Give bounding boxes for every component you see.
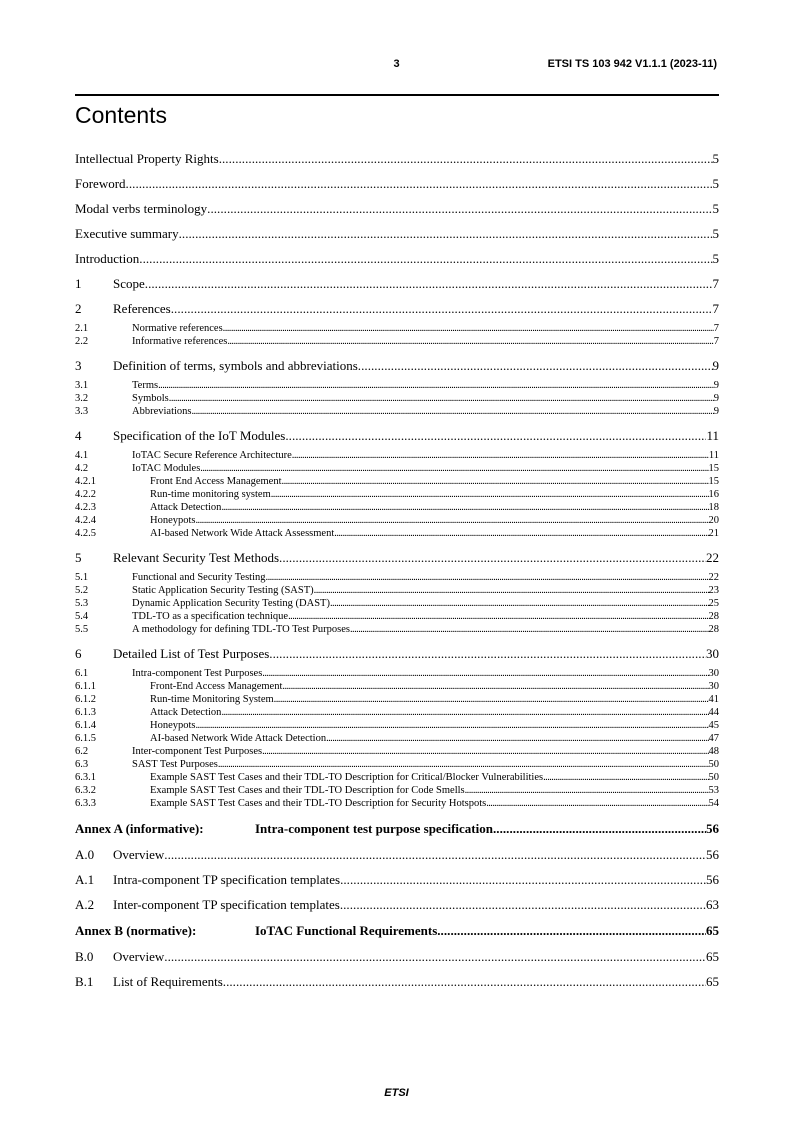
toc-leader-dots — [200, 463, 708, 474]
toc-leader-dots — [223, 323, 714, 334]
toc-entry-number: 6.1.2 — [75, 694, 96, 705]
toc-leader-dots — [223, 974, 706, 990]
toc-entry[interactable] — [75, 334, 719, 347]
toc-leader-dots — [269, 646, 706, 662]
toc-entry-page: 18 — [708, 502, 719, 513]
toc-entry[interactable] — [75, 171, 719, 196]
toc-entry-number: Annex B (normative): — [75, 922, 197, 938]
toc-leader-dots — [227, 336, 713, 347]
toc-leader-dots — [292, 450, 709, 461]
toc-entry[interactable] — [75, 641, 719, 666]
toc-entry[interactable] — [75, 378, 719, 391]
toc-entry[interactable] — [75, 744, 719, 757]
toc-entry-number: 4.2.5 — [75, 528, 96, 539]
toc-leader-dots — [274, 694, 709, 705]
toc-entry-title: Intra-component test purpose specification — [255, 820, 493, 836]
toc-entry-number: 6 — [75, 645, 82, 661]
toc-entry-number: 6.2 — [75, 746, 89, 757]
toc-entry-number: 6.3 — [75, 759, 89, 770]
toc-entry[interactable] — [75, 448, 719, 461]
toc-entry-page: 9 — [713, 380, 719, 391]
toc-leader-dots — [282, 476, 709, 487]
toc-entry-number: 5.1 — [75, 572, 89, 583]
toc-entry-page: 63 — [706, 896, 719, 912]
toc-leader-dots — [358, 358, 713, 374]
toc-entry-page: 54 — [708, 798, 719, 809]
toc-entry-number: 3.3 — [75, 406, 89, 417]
toc-entry[interactable] — [75, 892, 719, 917]
toc-entry-title: Overview — [113, 846, 165, 862]
toc-entry-number: 5.5 — [75, 624, 89, 635]
toc-entry-number: 6.3.3 — [75, 798, 96, 809]
toc-entry-number: 5.3 — [75, 598, 89, 609]
toc-entry-page: 28 — [708, 611, 719, 622]
toc-leader-dots — [493, 821, 706, 837]
toc-entry-page: 45 — [708, 720, 719, 731]
toc-entry-page: 5 — [712, 225, 719, 241]
toc-entry-title: Inter-component Test Purposes — [132, 746, 263, 757]
toc-leader-dots — [179, 226, 713, 242]
toc-entry[interactable] — [75, 666, 719, 679]
toc-entry-page: 41 — [708, 694, 719, 705]
toc-entry-title: Informative references — [132, 336, 228, 347]
toc-entry-number: A.1 — [75, 871, 95, 887]
toc-entry-title: References — [113, 300, 171, 316]
toc-entry-page: 53 — [708, 785, 719, 796]
toc-leader-dots — [196, 515, 709, 526]
toc-entry-number: 5.4 — [75, 611, 89, 622]
toc-entry-number: B.1 — [75, 973, 94, 989]
toc-entry-title: Front-End Access Management — [150, 681, 283, 692]
toc-entry[interactable] — [75, 679, 719, 692]
toc-leader-dots — [221, 707, 708, 718]
toc-entry-page: 56 — [706, 846, 719, 862]
toc-entry-title: Example SAST Test Cases and their TDL-TO Description for Security Hotspots — [150, 798, 487, 809]
toc-entry-number: 6.3.2 — [75, 785, 96, 796]
toc-leader-dots — [350, 624, 709, 635]
toc-entry-title: Foreword — [75, 175, 126, 191]
toc-entry-title: Intellectual Property Rights — [75, 150, 219, 166]
toc-leader-dots — [221, 502, 708, 513]
toc-entry-page: 16 — [708, 489, 719, 500]
toc-entry[interactable] — [75, 296, 719, 321]
toc-entry[interactable] — [75, 513, 719, 526]
toc-entry[interactable] — [75, 487, 719, 500]
toc-leader-dots — [271, 489, 709, 500]
toc-leader-dots — [285, 428, 706, 444]
toc-entry-title: Attack Detection — [150, 707, 222, 718]
toc-entry-title: IoTAC Modules — [132, 463, 201, 474]
toc-entry-title: Detailed List of Test Purposes — [113, 645, 270, 661]
toc-leader-dots — [266, 572, 709, 583]
toc-entry-title: Static Application Security Testing (SAST) — [132, 585, 314, 596]
toc-entry-number: 2 — [75, 300, 82, 316]
toc-leader-dots — [126, 176, 713, 192]
toc-entry-page: 15 — [708, 463, 719, 474]
toc-entry-title: Dynamic Application Security Testing (DAST) — [132, 598, 330, 609]
toc-entry-title: Functional and Security Testing — [132, 572, 266, 583]
toc-entry-page: 5 — [712, 150, 719, 166]
toc-entry-page: 7 — [713, 336, 719, 347]
toc-entry-number: 2.2 — [75, 336, 89, 347]
toc-entry-title: Relevant Security Test Methods — [113, 549, 280, 565]
toc-entry-page: 25 — [708, 598, 719, 609]
toc-entry-page: 9 — [713, 393, 719, 404]
toc-leader-dots — [262, 746, 708, 757]
toc-entry-number: B.0 — [75, 948, 94, 964]
toc-entry[interactable] — [75, 423, 719, 448]
toc-entry-page: 11 — [706, 427, 719, 443]
toc-entry-title: Normative references — [132, 323, 223, 334]
toc-entry-title: AI-based Network Wide Attack Assessment — [150, 528, 335, 539]
toc-entry-number: 3.1 — [75, 380, 89, 391]
toc-entry-number: 4.2 — [75, 463, 89, 474]
toc-entry-number: 3.2 — [75, 393, 89, 404]
toc-entry[interactable] — [75, 461, 719, 474]
toc-entry[interactable] — [75, 969, 719, 994]
toc-entry[interactable] — [75, 146, 719, 171]
toc-entry-page: 5 — [712, 250, 719, 266]
toc-entry[interactable] — [75, 622, 719, 635]
toc-entry-title: A methodology for defining TDL-TO Test Purposes — [132, 624, 350, 635]
toc-entry-title: TDL-TO as a specification technique — [132, 611, 289, 622]
toc-entry-number: 2.1 — [75, 323, 89, 334]
toc-leader-dots — [169, 393, 714, 404]
toc-entry-title: Scope — [113, 275, 145, 291]
toc-entry-title: Overview — [113, 948, 165, 964]
toc-leader-dots — [196, 720, 709, 731]
toc-entry-page: 21 — [708, 528, 719, 539]
toc-entry-page: 50 — [708, 772, 719, 783]
toc-entry-page: 23 — [708, 585, 719, 596]
toc-entry-title: AI-based Network Wide Attack Detection — [150, 733, 327, 744]
toc-entry-title: Honeypots — [150, 515, 196, 526]
toc-leader-dots — [543, 772, 708, 783]
toc-entry[interactable] — [75, 770, 719, 783]
toc-entry[interactable] — [75, 570, 719, 583]
toc-entry-number: 6.1.3 — [75, 707, 96, 718]
toc-entry-page: 48 — [708, 746, 719, 757]
toc-entry-title: Front End Access Management — [150, 476, 282, 487]
toc-entry[interactable] — [75, 783, 719, 796]
toc-entry[interactable] — [75, 731, 719, 744]
toc-entry-number: 4.1 — [75, 450, 89, 461]
page-number: 3 — [393, 58, 400, 70]
toc-entry[interactable] — [75, 353, 719, 378]
toc-entry[interactable] — [75, 757, 719, 770]
toc-entry[interactable] — [75, 526, 719, 539]
toc-entry[interactable] — [75, 596, 719, 609]
toc-entry[interactable] — [75, 917, 719, 944]
table-of-contents — [75, 146, 719, 994]
toc-leader-dots — [164, 847, 706, 863]
toc-entry[interactable] — [75, 271, 719, 296]
toc-leader-dots — [465, 785, 709, 796]
toc-entry[interactable] — [75, 583, 719, 596]
toc-entry-title: Attack Detection — [150, 502, 222, 513]
toc-leader-dots — [340, 872, 706, 888]
toc-entry-number: Annex A (informative): — [75, 820, 204, 836]
toc-entry[interactable] — [75, 944, 719, 969]
toc-entry-number: 4.2.3 — [75, 502, 96, 513]
toc-entry-number: 6.1 — [75, 668, 89, 679]
toc-leader-dots — [330, 598, 709, 609]
toc-leader-dots — [314, 585, 709, 596]
toc-entry-title: Honeypots — [150, 720, 196, 731]
toc-entry-title: Run-time Monitoring System — [150, 694, 274, 705]
toc-entry[interactable] — [75, 474, 719, 487]
toc-entry[interactable] — [75, 796, 719, 809]
toc-entry[interactable] — [75, 246, 719, 271]
toc-entry[interactable] — [75, 404, 719, 417]
toc-entry-page: 56 — [706, 820, 719, 836]
toc-entry-page: 50 — [708, 759, 719, 770]
toc-entry-page: 65 — [706, 973, 719, 989]
toc-entry[interactable] — [75, 705, 719, 718]
toc-entry-page: 5 — [712, 200, 719, 216]
toc-entry[interactable] — [75, 815, 719, 842]
toc-entry-title: SAST Test Purposes — [132, 759, 218, 770]
toc-entry-title: Abbreviations — [132, 406, 192, 417]
toc-leader-dots — [219, 151, 713, 167]
toc-entry-page: 22 — [708, 572, 719, 583]
page-title: Contents — [75, 102, 168, 128]
toc-entry-title: Specification of the IoT Modules — [113, 427, 286, 443]
toc-entry-title: Intra-component TP specification templates — [113, 871, 341, 887]
toc-leader-dots — [192, 406, 714, 417]
toc-entry-page: 47 — [708, 733, 719, 744]
toc-entry[interactable] — [75, 842, 719, 867]
toc-entry-title: Executive summary — [75, 225, 179, 241]
toc-entry-title: Terms — [132, 380, 159, 391]
toc-entry-number: 4 — [75, 427, 82, 443]
toc-entry-page: 65 — [706, 922, 719, 938]
toc-entry[interactable] — [75, 545, 719, 570]
toc-entry-title: Inter-component TP specification templates — [113, 896, 340, 912]
toc-leader-dots — [340, 897, 706, 913]
toc-entry-title: Example SAST Test Cases and their TDL-TO Description for Critical/Blocker Vulnerabilities — [150, 772, 544, 783]
toc-entry-number: 4.2.2 — [75, 489, 96, 500]
toc-entry-number: A.0 — [75, 846, 95, 862]
toc-leader-dots — [164, 949, 706, 965]
toc-entry[interactable] — [75, 718, 719, 731]
toc-entry-page: 65 — [706, 948, 719, 964]
toc-entry-number: 4.2.1 — [75, 476, 96, 487]
toc-leader-dots — [145, 276, 713, 292]
toc-leader-dots — [334, 528, 708, 539]
toc-leader-dots — [279, 550, 706, 566]
toc-entry-title: Intra-component Test Purposes — [132, 668, 263, 679]
toc-entry-title: Example SAST Test Cases and their TDL-TO Description for Code Smells — [150, 785, 465, 796]
toc-entry-number: A.2 — [75, 896, 95, 912]
toc-entry-number: 6.1.1 — [75, 681, 96, 692]
toc-entry-number: 5.2 — [75, 585, 89, 596]
toc-entry-page: 30 — [708, 668, 719, 679]
toc-entry-page: 7 — [713, 323, 719, 334]
toc-entry-number: 5 — [75, 549, 82, 565]
document-id: ETSI TS 103 942 V1.1.1 (2023-11) — [547, 58, 717, 70]
toc-leader-dots — [326, 733, 708, 744]
toc-entry-page: 15 — [708, 476, 719, 487]
toc-leader-dots — [282, 681, 708, 692]
toc-entry-title: Definition of terms, symbols and abbreviations — [113, 357, 358, 373]
toc-leader-dots — [158, 380, 714, 391]
toc-entry-page: 5 — [712, 175, 719, 191]
toc-entry-number: 6.1.5 — [75, 733, 96, 744]
toc-entry-title: IoTAC Secure Reference Architecture — [132, 450, 292, 461]
toc-entry-page: 30 — [706, 645, 719, 661]
toc-entry-page: 30 — [708, 681, 719, 692]
footer-publisher: ETSI — [384, 1087, 409, 1099]
toc-entry-page: 11 — [708, 450, 719, 461]
toc-entry-title: Run-time monitoring system — [150, 489, 271, 500]
toc-entry[interactable] — [75, 321, 719, 334]
toc-entry[interactable] — [75, 391, 719, 404]
toc-entry-number: 6.1.4 — [75, 720, 96, 731]
toc-entry-page: 9 — [713, 406, 719, 417]
toc-entry-number: 4.2.4 — [75, 515, 96, 526]
toc-entry-page: 44 — [708, 707, 719, 718]
toc-entry-page: 28 — [708, 624, 719, 635]
toc-entry-number: 3 — [75, 357, 82, 373]
toc-entry-title: Symbols — [132, 393, 169, 404]
toc-entry-page: 22 — [706, 549, 719, 565]
toc-entry[interactable] — [75, 609, 719, 622]
header-rule — [75, 94, 719, 96]
toc-entry[interactable] — [75, 196, 719, 221]
toc-entry-page: 56 — [706, 871, 719, 887]
toc-leader-dots — [262, 668, 708, 679]
toc-entry-title: IoTAC Functional Requirements — [255, 922, 438, 938]
toc-entry-title: Introduction — [75, 250, 140, 266]
toc-leader-dots — [207, 201, 712, 217]
toc-entry[interactable] — [75, 867, 719, 892]
toc-entry-number: 1 — [75, 275, 82, 291]
toc-leader-dots — [437, 923, 706, 939]
toc-entry-page: 7 — [712, 275, 719, 291]
toc-entry-page: 7 — [712, 300, 719, 316]
toc-leader-dots — [218, 759, 709, 770]
toc-leader-dots — [288, 611, 708, 622]
toc-leader-dots — [139, 251, 712, 267]
toc-entry[interactable] — [75, 500, 719, 513]
toc-entry[interactable] — [75, 692, 719, 705]
toc-leader-dots — [486, 798, 708, 809]
toc-leader-dots — [171, 301, 713, 317]
toc-entry-title: Modal verbs terminology — [75, 200, 208, 216]
toc-entry[interactable] — [75, 221, 719, 246]
toc-entry-page: 9 — [712, 357, 719, 373]
toc-entry-page: 20 — [708, 515, 719, 526]
toc-entry-number: 6.3.1 — [75, 772, 96, 783]
toc-entry-title: List of Requirements — [113, 973, 223, 989]
